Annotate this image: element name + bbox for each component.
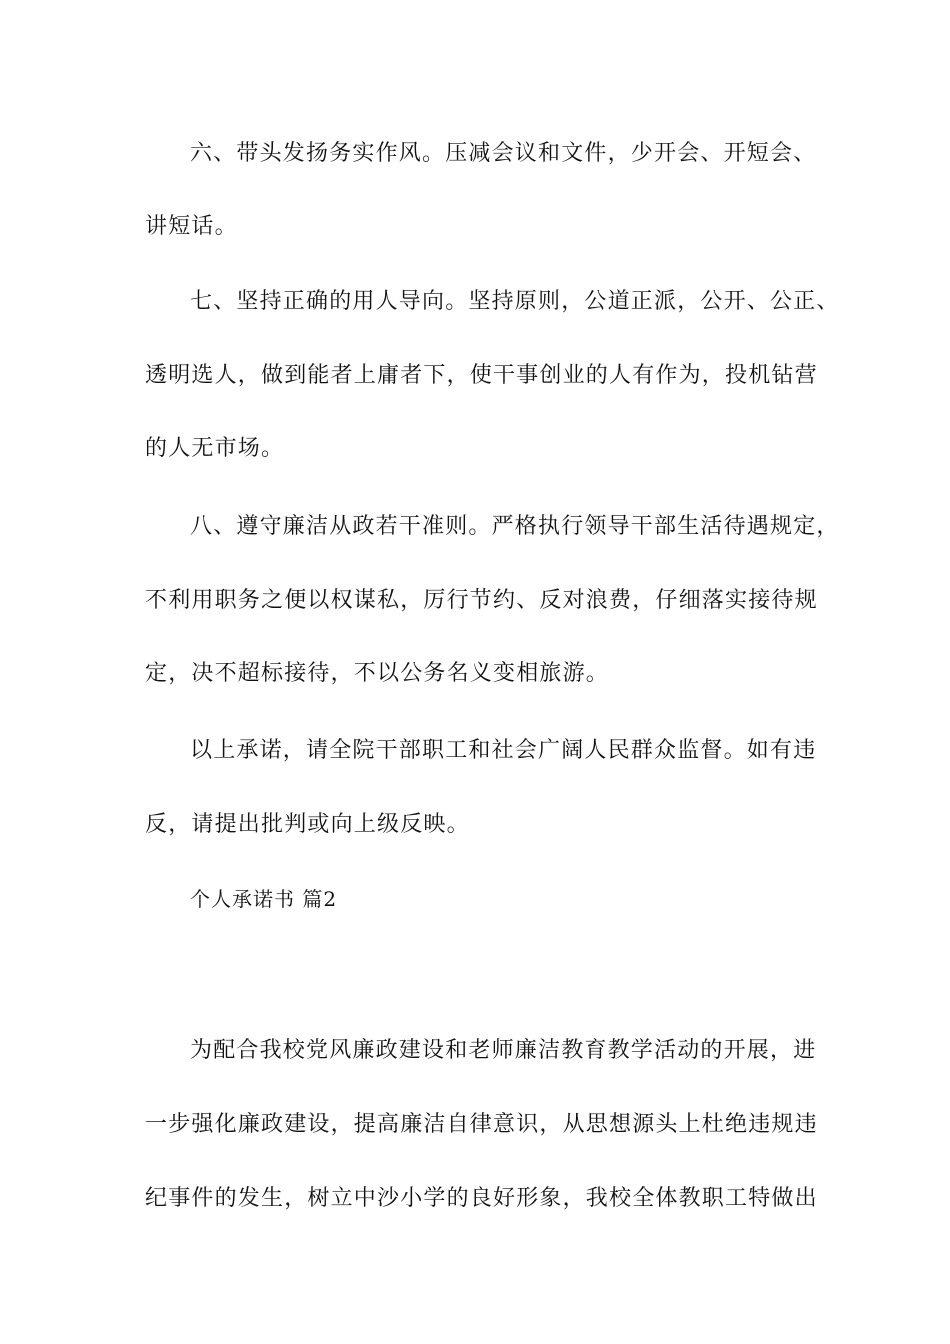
- paragraph-line: 不利用职务之便以权谋私，厉行节约、反对浪费，仔细落实接待规: [145, 588, 818, 613]
- paragraph-line: 为配合我校党风廉政建设和老师廉洁教育教学活动的开展，进: [190, 1038, 817, 1063]
- paragraph-line: 反，请提出批判或向上级反映。: [145, 812, 470, 837]
- paragraph-line: 讲短话。: [145, 214, 238, 239]
- section-heading: 个人承诺书 篇2: [190, 887, 338, 911]
- paragraph-line: 一步强化廉政建设，提高廉洁自律意识，从思想源头上杜绝违规违: [145, 1112, 818, 1137]
- paragraph-line: 以上承诺，请全院干部职工和社会广阔人民群众监督。如有违: [190, 738, 817, 763]
- paragraph-line: 纪事件的发生，树立中沙小学的良好形象，我校全体教职工特做出: [145, 1186, 818, 1211]
- paragraph-line: 六、带头发扬务实作风。压减会议和文件，少开会、开短会、: [190, 141, 817, 166]
- paragraph-line: 七、坚持正确的用人导向。坚持原则，公道正派，公开、公正、: [190, 289, 840, 314]
- paragraph-line: 的人无市场。: [145, 436, 285, 461]
- paragraph-line: 透明选人，做到能者上庸者下，使干事创业的人有作为，投机钻营: [145, 363, 818, 388]
- paragraph-line: 八、遵守廉洁从政若干准则。严格执行领导干部生活待遇规定，: [190, 514, 840, 539]
- paragraph-line: 定，决不超标接待，不以公务名义变相旅游。: [145, 661, 610, 686]
